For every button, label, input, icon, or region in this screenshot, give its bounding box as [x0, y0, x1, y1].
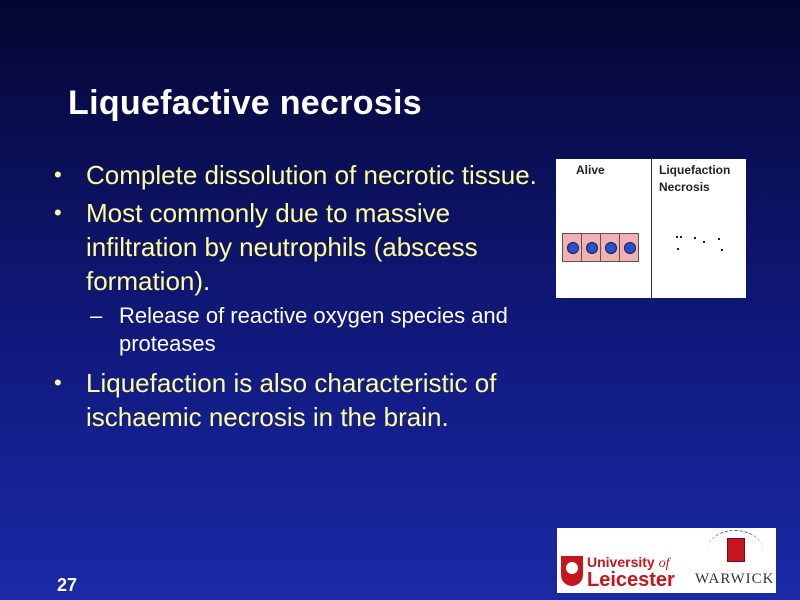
alive-cell	[619, 233, 639, 262]
sub-bullet-text: Release of reactive oxygen species and proteases	[119, 303, 508, 356]
alive-cell	[600, 233, 620, 262]
debris-speck	[694, 237, 696, 239]
alive-label: Alive	[576, 163, 605, 177]
leicester-university-text: University	[587, 554, 655, 570]
bullet-text: Liquefaction is also characteristic of ischaemic necrosis in the brain.	[86, 368, 497, 432]
leicester-name-text: Leicester	[587, 569, 675, 591]
bullet-item	[54, 158, 554, 192]
liquefaction-label	[659, 162, 730, 196]
debris-speck	[721, 249, 723, 251]
nucleus-icon	[567, 242, 579, 254]
nucleus-icon	[624, 242, 636, 254]
sub-bullet-item	[54, 302, 554, 358]
debris-speck	[718, 238, 720, 240]
alive-cell	[562, 233, 582, 262]
leicester-logo	[587, 554, 675, 589]
nucleus-icon	[586, 242, 598, 254]
bullet-text: Most commonly due to massive infiltration by neutrophils (abscess formation).	[86, 198, 478, 296]
diagram-divider	[651, 159, 652, 298]
nucleus-icon	[605, 242, 617, 254]
bullet-item	[54, 196, 554, 298]
debris-speck	[677, 248, 679, 250]
dash-icon: –	[90, 303, 103, 328]
bullet-dot-icon: •	[54, 162, 62, 187]
bullet-text: Complete dissolution of necrotic tissue.	[86, 160, 537, 190]
debris-speck	[680, 236, 682, 238]
slide-title: Liquefactive necrosis	[68, 84, 422, 122]
liquefaction-label-line2: Necrosis	[659, 180, 710, 194]
bullet-item	[54, 366, 554, 434]
leicester-crest-icon	[561, 556, 583, 586]
debris-speck	[676, 236, 678, 238]
warwick-crest-icon	[727, 538, 745, 562]
bullet-dot-icon: •	[54, 200, 62, 225]
debris-speck	[703, 241, 705, 243]
alive-cell	[581, 233, 601, 262]
university-logos	[557, 528, 776, 593]
bullet-dot-icon: •	[54, 370, 62, 395]
liquefaction-label-line1: Liquefaction	[659, 163, 731, 177]
page-number: 27	[57, 575, 78, 595]
necrosis-diagram	[556, 159, 746, 298]
warwick-logo-text: WARWICK	[695, 571, 775, 587]
leicester-of-text: of	[658, 556, 670, 571]
bullet-list	[54, 158, 554, 438]
